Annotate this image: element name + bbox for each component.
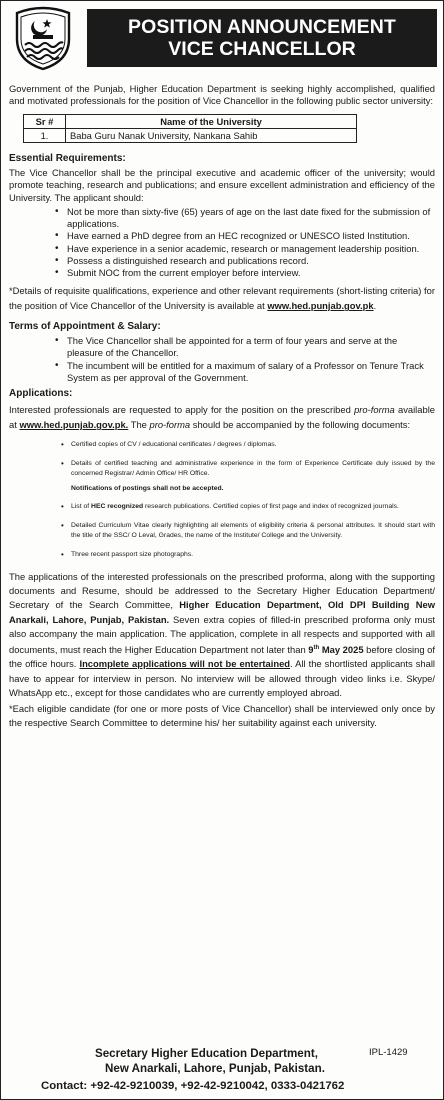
title-line-1: POSITION ANNOUNCEMENT [128,16,396,38]
deadline-suffix: th [313,645,320,652]
applications-text-a: Interested professionals are requested to apply for the position on the prescribed [9,404,351,416]
list-item [71,459,435,495]
footer-address: New Anarkali, Lahore, Punjab, Pakistan. [105,1062,325,1075]
list-item [71,440,435,451]
proforma-term: pro-forma [354,404,395,416]
footer-contact: Contact: +92-42-9210039, +92-42-9210042, 0333-0421762 [41,1080,345,1092]
submission-text-c: before closing of the office hours. [9,644,435,670]
column-name: Name of the University [66,114,357,128]
interview-note: *Each eligible candidate (for one or more posts of Vice Chancellor) shall be interviewed only once by the respective Search Committee to determine his/ her suitability against each university. [9,703,435,729]
list-item [71,550,435,561]
essential-heading: Essential Requirements: [9,152,126,164]
submission-text-d: . All the shortlisted applicants shall have to appear for interview in person. No interview will be allowed through video links i.e. Skype/ WhatsApp etc., except for those candidates who are currently employed abroad. [9,658,435,698]
applications-paragraph [9,402,435,432]
list-item: • The incumbent will be entitled for a maximum of salary of a Professor on Tenure Track System as per approval of the Government. [67,360,435,384]
proforma-term-2: pro-forma [149,419,191,431]
cell-sr: 1. [24,128,66,142]
deadline-month-year: May 2025 [321,644,364,656]
ipl-code: IPL-1429 [369,1047,408,1058]
doc-text: research publications. Certified copies of first page and index of recognized journals. [143,503,399,511]
incomplete-warning: Incomplete applications will not be entertained [79,658,291,670]
essential-text: The Vice Chancellor shall be the principal executive and academic officer of the university; would promote teaching, research and publications; and ensure excellent administration and efficiency of the University. The applicant should: [9,166,435,203]
doc-pre: List of [71,503,92,511]
table-row [24,128,357,142]
title-line-2: VICE CHANCELLOR [168,38,356,60]
footer [1,1039,443,1099]
deadline-date [308,644,363,655]
doc-note: Notifications of postings shall not be accepted. [71,484,224,492]
applications-heading: Applications: [9,388,73,400]
doc-bold: HEC recognized [91,503,144,511]
submission-address: Higher Education Department, Old DPI Building New Anarkali, Lahore, Punjab, Pakistan. [9,599,435,625]
content [9,83,435,730]
essential-list [67,206,435,279]
hed-website-link[interactable]: www.hed.punjab.gov.pk [267,300,374,312]
details-paragraph [9,283,435,313]
terms-list [67,335,435,384]
doc-text: Certified copies of CV / educational certificates / degrees / diplomas. [71,441,277,449]
applications-text-d: should be accompanied by the following documents: [192,419,411,431]
cell-university-name: Baba Guru Nanak University, Nankana Sahib [66,128,357,142]
list-item: • Possess a distinguished research and publications record. [67,255,435,267]
details-text: *Details of requisite qualifications, experience and other relevant requirements (short-listing criteria) for the position of Vice Chancellor of the University is available at [9,285,435,312]
applications-text-c: The [130,419,147,431]
hed-website-link-2[interactable]: www.hed.punjab.gov.pk. [19,419,129,431]
university-table [23,114,357,143]
submission-text-b: Seven extra copies of filled-in prescribed proforma only must also accompany the main application. The application, complete in all respects and supported with all documents, must reach the Higher Education Department not later than [9,613,435,656]
title-banner [87,9,437,67]
doc-text: Three recent passport size photographs. [71,550,194,558]
column-sr: Sr # [24,114,66,128]
submission-text-a: The applications of the interested professionals on the prescribed proforma, along with the supporting documents and Resume, should be addressed to the Secretary Higher Education Department/ Secretary of the Search Committee, [9,571,435,611]
doc-text: Details of certified teaching and administrative experience in the form of Experience Certificate duly issued by the concerned Registrar/ Admin Office/ HR Office. [71,459,435,478]
list-item: • Have earned a PhD degree from an HEC recognized or UNESCO listed Institution. [67,230,435,242]
list-item: • The Vice Chancellor shall be appointed for a term of four years and serve at the pleasure of the Chancellor. [67,335,435,359]
list-item [71,502,435,513]
intro-paragraph: Government of the Punjab, Higher Education Department is seeking highly accomplished, qualified and motivated professionals for the position of Vice Chancellor in the following public sector university: [9,83,435,107]
deadline-day: 9 [308,644,314,656]
header [1,1,443,75]
submission-paragraph [9,570,435,700]
list-item: • Have experience in a senior academic, research or management leadership position. [67,243,435,255]
footer-office: Secretary Higher Education Department, [95,1047,318,1060]
details-end: . [373,300,377,312]
list-item [71,521,435,542]
punjab-government-logo-icon [11,5,75,71]
list-item: • Submit NOC from the current employer before interview. [67,267,435,279]
terms-heading: Terms of Appointment & Salary: [9,321,161,333]
documents-list [71,440,435,560]
table-header-row [24,114,357,128]
doc-text: Detailed Curriculum Vitae clearly highlighting all elements of eligibility criteria & personal attributes. It should start with the title of the SSC/ O Leval, Grades, the name of the Institute/ College and the University. [71,521,435,540]
applications-text-b: available at [9,404,435,431]
list-item: • Not be more than sixty-five (65) years of age on the last date fixed for the submission of applications. [67,206,435,230]
